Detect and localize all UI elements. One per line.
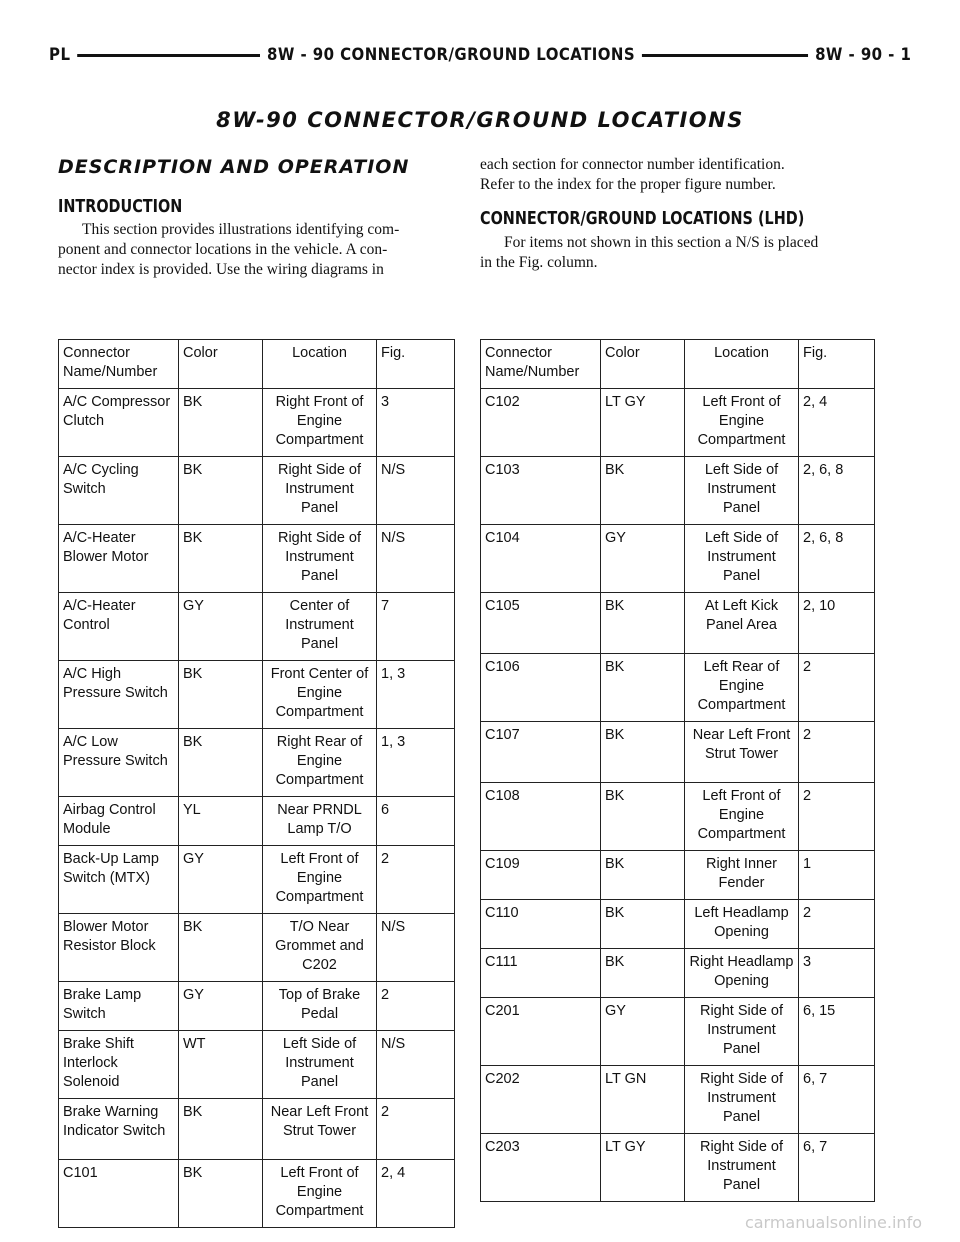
cell-location: Right Side of Instrument Panel: [263, 525, 377, 593]
cell-connector: C101: [59, 1160, 179, 1228]
table-row: [59, 1099, 455, 1160]
cell-color: BK: [179, 729, 263, 797]
table-row: [481, 949, 875, 998]
table-row: [59, 593, 455, 661]
cell-color: BK: [179, 914, 263, 982]
table-row: [481, 654, 875, 722]
header-connector: Connector Name/Number: [59, 340, 179, 389]
table-row: [481, 900, 875, 949]
table-header-row: [59, 340, 455, 389]
cell-fig: 6, 7: [799, 1134, 875, 1202]
cell-location: Near Left Front Strut Tower: [263, 1099, 377, 1160]
cell-color: BK: [179, 661, 263, 729]
cell-color: BK: [179, 457, 263, 525]
cell-connector: C102: [481, 389, 601, 457]
cell-location: Left Headlamp Opening: [685, 900, 799, 949]
cell-location: Left Rear of Engine Compartment: [685, 654, 799, 722]
cell-connector: C108: [481, 783, 601, 851]
cell-color: GY: [601, 998, 685, 1066]
cell-fig: 2, 4: [377, 1160, 455, 1228]
cell-location: Right Side of Instrument Panel: [685, 998, 799, 1066]
cell-location: Right Side of Instrument Panel: [685, 1134, 799, 1202]
cell-location: Left Side of Instrument Panel: [685, 457, 799, 525]
table-row: [481, 722, 875, 783]
table-row: [481, 783, 875, 851]
cell-color: BK: [601, 722, 685, 783]
intro-text-col1: This section provides illustrations identifying com- ponent and connector locations in the vehicle. A con- nector index is provided. Use the wiring diagrams in: [58, 221, 400, 278]
cell-connector: C203: [481, 1134, 601, 1202]
cell-connector: C202: [481, 1066, 601, 1134]
cell-fig: 6, 7: [799, 1066, 875, 1134]
cell-connector: A/C-Heater Control: [59, 593, 179, 661]
table-row: [481, 525, 875, 593]
cell-fig: 2: [799, 783, 875, 851]
cell-location: Center of Instrument Panel: [263, 593, 377, 661]
cell-color: GY: [179, 846, 263, 914]
cell-fig: 2, 10: [799, 593, 875, 654]
lhd-text: For items not shown in this section a N/S is placed in the Fig. column.: [480, 234, 819, 271]
header-fig: Fig.: [799, 340, 875, 389]
table-row: [59, 525, 455, 593]
cell-connector: Brake Warning Indicator Switch: [59, 1099, 179, 1160]
cell-color: LT GY: [601, 389, 685, 457]
cell-connector: C107: [481, 722, 601, 783]
cell-fig: 2, 4: [799, 389, 875, 457]
table-row: [59, 797, 455, 846]
table-row: [59, 661, 455, 729]
connector-table-right: [480, 339, 875, 1202]
cell-color: BK: [179, 525, 263, 593]
cell-fig: 2: [377, 846, 455, 914]
cell-color: GY: [179, 982, 263, 1031]
intro-text-col2: each section for connector number identification. Refer to the index for the proper figure number.: [480, 156, 785, 193]
cell-fig: 2: [377, 1099, 455, 1160]
table-row: [481, 851, 875, 900]
connector-table-left: [58, 339, 455, 1228]
cell-location: Left Front of Engine Compartment: [263, 1160, 377, 1228]
table-row: [481, 998, 875, 1066]
cell-fig: N/S: [377, 457, 455, 525]
header-color: Color: [601, 340, 685, 389]
cell-location: Right Side of Instrument Panel: [263, 457, 377, 525]
cell-connector: Blower Motor Resistor Block: [59, 914, 179, 982]
cell-fig: 7: [377, 593, 455, 661]
table-row: [59, 914, 455, 982]
cell-color: BK: [179, 1099, 263, 1160]
table-row: [59, 846, 455, 914]
cell-location: Right Front of Engine Compartment: [263, 389, 377, 457]
watermark: carmanualsonline.info: [744, 1213, 922, 1232]
table-row: [59, 1160, 455, 1228]
cell-fig: 2: [799, 900, 875, 949]
cell-fig: 2: [377, 982, 455, 1031]
cell-color: BK: [601, 783, 685, 851]
cell-connector: C103: [481, 457, 601, 525]
cell-color: LT GN: [601, 1066, 685, 1134]
table-row: [59, 389, 455, 457]
cell-location: Left Front of Engine Compartment: [685, 389, 799, 457]
cell-fig: 6: [377, 797, 455, 846]
cell-connector: A/C-Heater Blower Motor: [59, 525, 179, 593]
table-row: [481, 389, 875, 457]
cell-fig: 1, 3: [377, 661, 455, 729]
cell-location: Right Rear of Engine Compartment: [263, 729, 377, 797]
cell-connector: Back-Up Lamp Switch (MTX): [59, 846, 179, 914]
cell-color: WT: [179, 1031, 263, 1099]
cell-color: BK: [601, 949, 685, 998]
header-center: 8W - 90 CONNECTOR/GROUND LOCATIONS: [260, 42, 642, 68]
cell-location: Near PRNDL Lamp T/O: [263, 797, 377, 846]
table-row: [481, 593, 875, 654]
cell-location: Front Center of Engine Compartment: [263, 661, 377, 729]
cell-color: BK: [179, 1160, 263, 1228]
cell-connector: C110: [481, 900, 601, 949]
cell-fig: N/S: [377, 1031, 455, 1099]
header-location: Location: [263, 340, 377, 389]
cell-connector: A/C High Pressure Switch: [59, 661, 179, 729]
cell-connector: C111: [481, 949, 601, 998]
cell-fig: 3: [799, 949, 875, 998]
cell-connector: C104: [481, 525, 601, 593]
cell-fig: 1, 3: [377, 729, 455, 797]
cell-color: GY: [601, 525, 685, 593]
table-row: [59, 729, 455, 797]
cell-color: GY: [179, 593, 263, 661]
cell-fig: 2, 6, 8: [799, 457, 875, 525]
cell-location: Right Side of Instrument Panel: [685, 1066, 799, 1134]
cell-fig: 6, 15: [799, 998, 875, 1066]
cell-fig: 2, 6, 8: [799, 525, 875, 593]
cell-fig: 2: [799, 722, 875, 783]
table-header-row: [481, 340, 875, 389]
cell-location: Left Front of Engine Compartment: [263, 846, 377, 914]
cell-color: BK: [601, 851, 685, 900]
cell-fig: N/S: [377, 914, 455, 982]
cell-connector: A/C Compressor Clutch: [59, 389, 179, 457]
cell-location: Right Inner Fender: [685, 851, 799, 900]
header-color: Color: [179, 340, 263, 389]
table-row: [481, 457, 875, 525]
cell-connector: C105: [481, 593, 601, 654]
cell-connector: C106: [481, 654, 601, 722]
cell-connector: A/C Low Pressure Switch: [59, 729, 179, 797]
table-row: [481, 1134, 875, 1202]
header-connector: Connector Name/Number: [481, 340, 601, 389]
header-page-number: 8W - 90 - 1: [808, 42, 918, 68]
cell-connector: Brake Shift Interlock Solenoid: [59, 1031, 179, 1099]
cell-location: Near Left Front Strut Tower: [685, 722, 799, 783]
cell-color: BK: [601, 900, 685, 949]
cell-fig: 3: [377, 389, 455, 457]
section-heading: DESCRIPTION AND OPERATION: [58, 156, 410, 178]
cell-fig: N/S: [377, 525, 455, 593]
page-title: 8W-90 CONNECTOR/GROUND LOCATIONS: [216, 108, 744, 132]
cell-color: BK: [601, 457, 685, 525]
cell-connector: Brake Lamp Switch: [59, 982, 179, 1031]
table-row: [59, 1031, 455, 1099]
cell-location: Left Side of Instrument Panel: [263, 1031, 377, 1099]
cell-color: YL: [179, 797, 263, 846]
cell-color: BK: [179, 389, 263, 457]
header-fig: Fig.: [377, 340, 455, 389]
table-row: [481, 1066, 875, 1134]
cell-connector: Airbag Control Module: [59, 797, 179, 846]
cell-location: At Left Kick Panel Area: [685, 593, 799, 654]
cell-connector: C109: [481, 851, 601, 900]
cell-fig: 1: [799, 851, 875, 900]
cell-location: T/O Near Grommet and C202: [263, 914, 377, 982]
cell-color: BK: [601, 654, 685, 722]
cell-connector: A/C Cycling Switch: [59, 457, 179, 525]
lhd-heading: CONNECTOR/GROUND LOCATIONS (LHD): [480, 208, 805, 229]
cell-location: Top of Brake Pedal: [263, 982, 377, 1031]
page-header: [50, 42, 910, 72]
cell-fig: 2: [799, 654, 875, 722]
cell-color: LT GY: [601, 1134, 685, 1202]
cell-connector: C201: [481, 998, 601, 1066]
header-location: Location: [685, 340, 799, 389]
cell-location: Left Front of Engine Compartment: [685, 783, 799, 851]
cell-location: Left Side of Instrument Panel: [685, 525, 799, 593]
cell-location: Right Headlamp Opening: [685, 949, 799, 998]
table-row: [59, 982, 455, 1031]
table-row: [59, 457, 455, 525]
cell-color: BK: [601, 593, 685, 654]
header-left: PL: [42, 42, 77, 68]
intro-heading: INTRODUCTION: [58, 196, 183, 217]
